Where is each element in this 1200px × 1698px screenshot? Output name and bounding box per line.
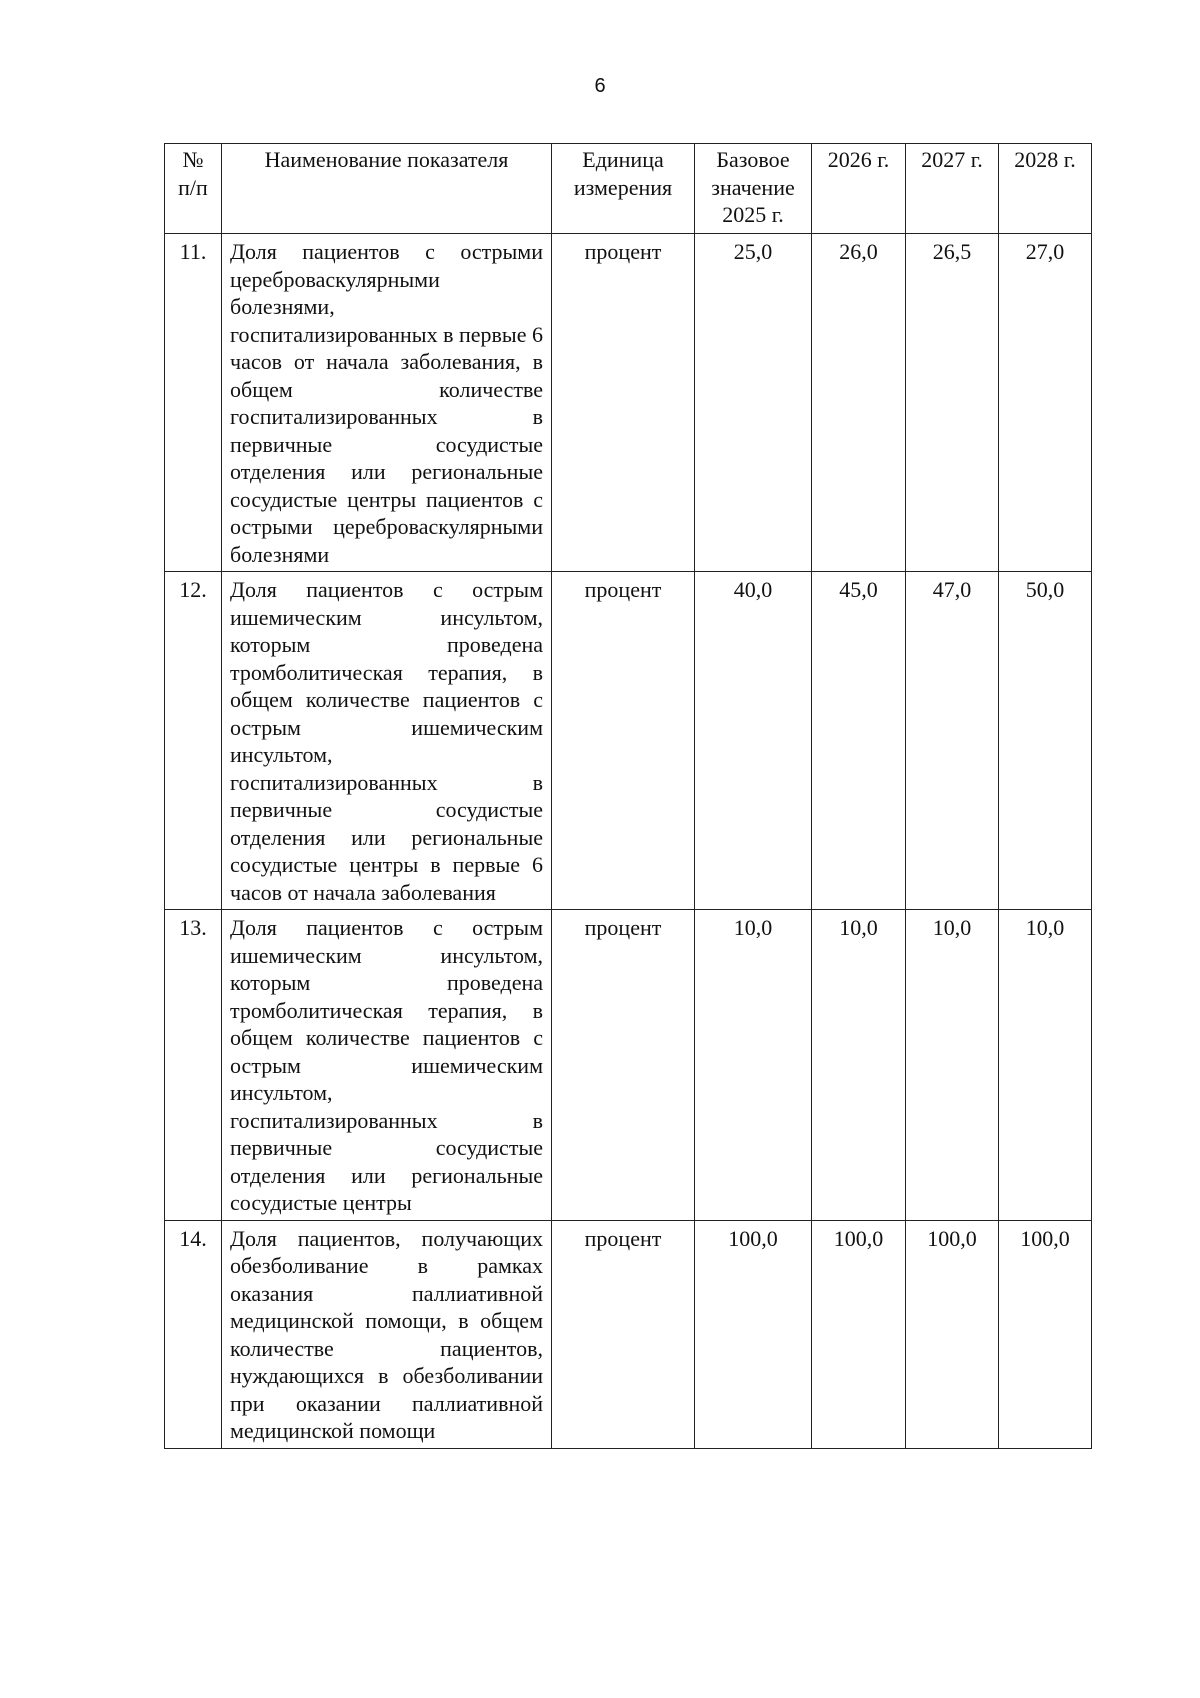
value-2026: 10,0 <box>812 910 906 1221</box>
unit-cell: процент <box>552 572 695 910</box>
page-number: 6 <box>594 75 606 97</box>
value-2026: 26,0 <box>812 234 906 572</box>
table-row <box>165 1220 1092 1448</box>
row-number: 13. <box>165 910 222 1221</box>
value-2026: 45,0 <box>812 572 906 910</box>
unit-cell: процент <box>552 910 695 1221</box>
table-row <box>165 572 1092 910</box>
row-number: 14. <box>165 1220 222 1448</box>
row-number: 12. <box>165 572 222 910</box>
indicators-table <box>164 143 1092 1449</box>
row-number: 11. <box>165 234 222 572</box>
table-row <box>165 234 1092 572</box>
value-2026: 100,0 <box>812 1220 906 1448</box>
value-2028: 10,0 <box>999 910 1092 1221</box>
value-2028: 100,0 <box>999 1220 1092 1448</box>
header-unit: Единица измерения <box>552 144 695 234</box>
base-value: 25,0 <box>695 234 812 572</box>
indicator-name: Доля пациентов с острым ишемическим инсультом, которым проведена тромболитическая терапия, в общем количестве пациентов с острым ишемическим инсультом, госпитализированных в первичные сосудистые отделения или региональные сосудистые центры <box>222 910 552 1221</box>
table-header-row <box>165 144 1092 234</box>
value-2027: 100,0 <box>906 1220 999 1448</box>
value-2028: 27,0 <box>999 234 1092 572</box>
value-2027: 10,0 <box>906 910 999 1221</box>
table-row <box>165 910 1092 1221</box>
value-2027: 26,5 <box>906 234 999 572</box>
base-value: 40,0 <box>695 572 812 910</box>
base-value: 100,0 <box>695 1220 812 1448</box>
unit-cell: процент <box>552 234 695 572</box>
unit-cell: процент <box>552 1220 695 1448</box>
value-2027: 47,0 <box>906 572 999 910</box>
header-2028: 2028 г. <box>999 144 1092 234</box>
header-2026: 2026 г. <box>812 144 906 234</box>
header-base: Базовое значение 2025 г. <box>695 144 812 234</box>
header-num: № п/п <box>165 144 222 234</box>
header-name: Наименование показателя <box>222 144 552 234</box>
indicator-name: Доля пациентов с острыми цереброваскулярными болезнями, госпитализированных в первые 6 часов от начала заболевания, в общем количестве госпитализированных в первичные сосудистые отделения или региональные сосудистые центры пациентов с острыми цереброваскулярными болезнями <box>222 234 552 572</box>
value-2028: 50,0 <box>999 572 1092 910</box>
base-value: 10,0 <box>695 910 812 1221</box>
indicator-name: Доля пациентов с острым ишемическим инсультом, которым проведена тромболитическая терапия, в общем количестве пациентов с острым ишемическим инсультом, госпитализированных в первичные сосудистые отделения или региональные сосудистые центры в первые 6 часов от начала заболевания <box>222 572 552 910</box>
header-2027: 2027 г. <box>906 144 999 234</box>
indicator-name: Доля пациентов, получающих обезболивание в рамках оказания паллиативной медицинской помощи, в общем количестве пациентов, нуждающихся в обезболивании при оказании паллиативной медицинской помощи <box>222 1220 552 1448</box>
